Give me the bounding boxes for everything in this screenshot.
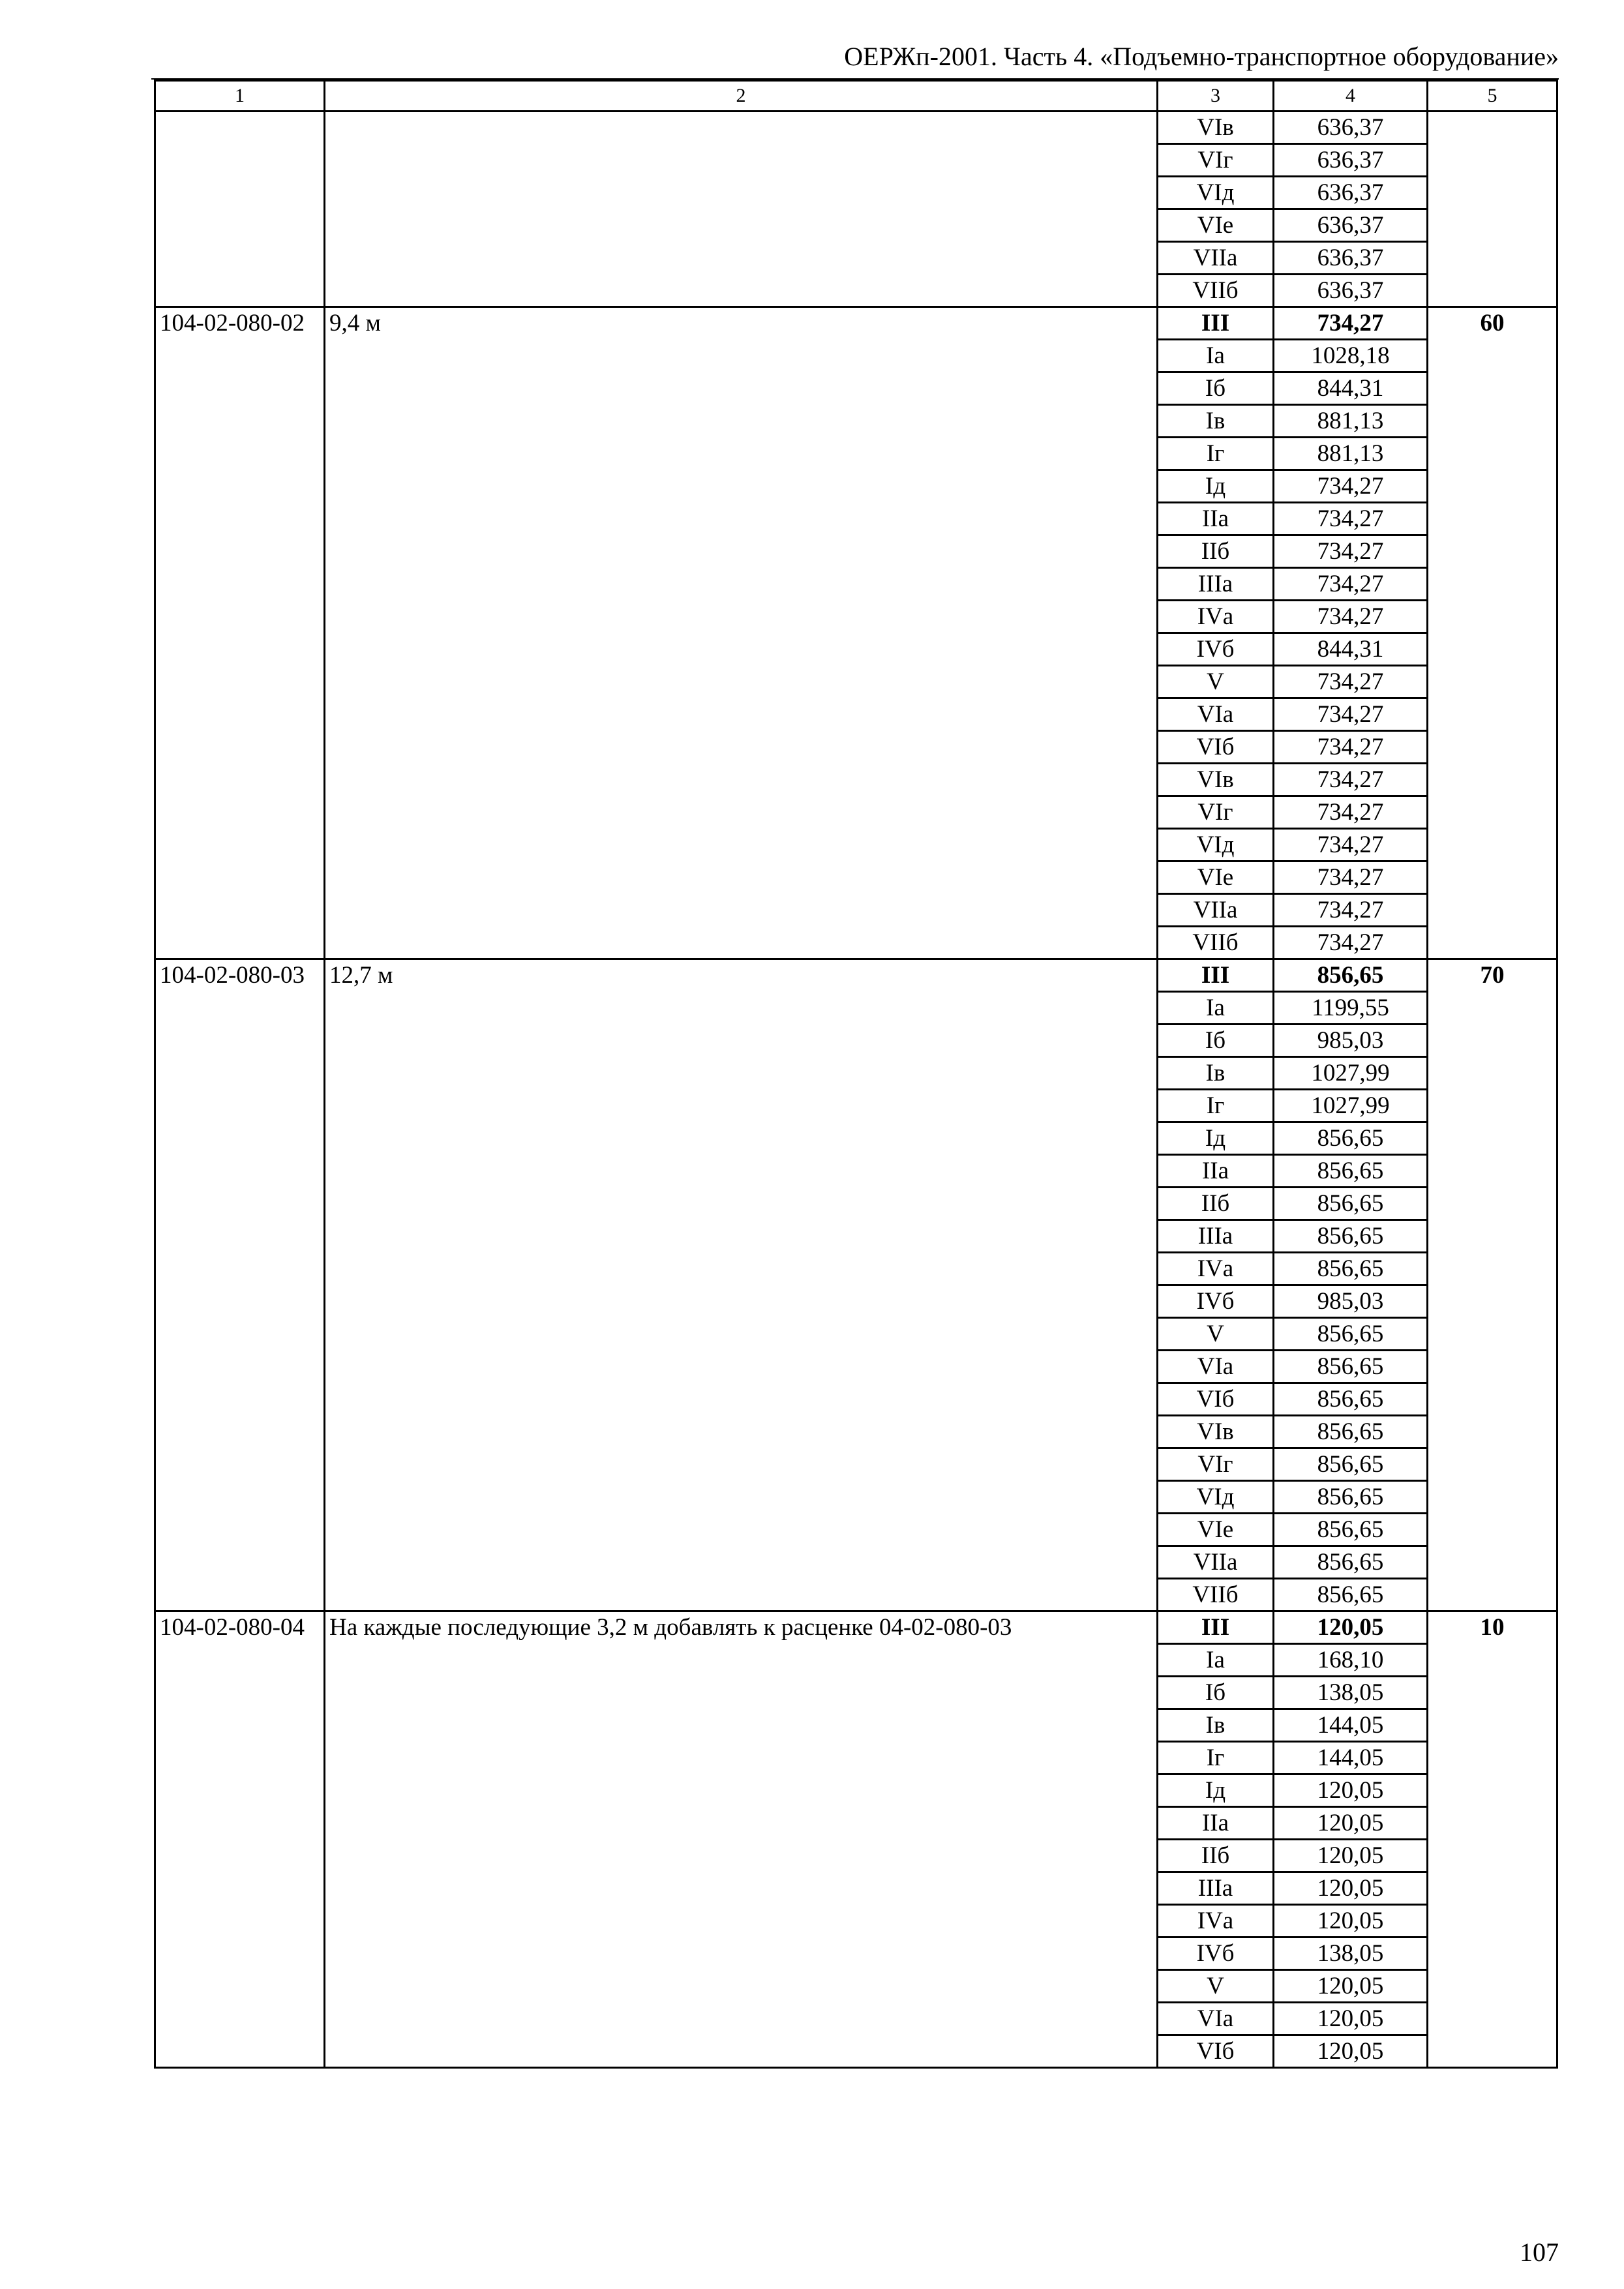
price-cell: 734,27	[1274, 829, 1428, 861]
zone-cell: V	[1158, 1318, 1274, 1351]
price-cell: 734,27	[1274, 666, 1428, 698]
table-row	[155, 112, 1557, 144]
zone-cell: VIIб	[1158, 927, 1274, 959]
column-number: 5	[1428, 81, 1557, 112]
column-number: 2	[325, 81, 1158, 112]
price-cell: 734,27	[1274, 601, 1428, 633]
zone-cell: Iб	[1158, 1677, 1274, 1709]
zone-cell: III	[1158, 1611, 1274, 1644]
price-cell: 120,05	[1274, 1807, 1428, 1840]
price-cell: 120,05	[1274, 2035, 1428, 2068]
price-cell: 734,27	[1274, 698, 1428, 731]
zone-cell: Iб	[1158, 372, 1274, 405]
price-cell: 734,27	[1274, 503, 1428, 535]
zone-cell: VIв	[1158, 1416, 1274, 1448]
zone-cell: VIб	[1158, 1383, 1274, 1416]
price-cell: 856,65	[1274, 1546, 1428, 1579]
price-cell: 734,27	[1274, 927, 1428, 959]
price-cell: 636,37	[1274, 275, 1428, 307]
price-cell: 144,05	[1274, 1709, 1428, 1742]
zone-cell: VIв	[1158, 764, 1274, 796]
zone-cell: V	[1158, 666, 1274, 698]
zone-cell: III	[1158, 959, 1274, 992]
price-cell: 1027,99	[1274, 1090, 1428, 1122]
zone-cell: VIг	[1158, 144, 1274, 177]
zone-cell: IIа	[1158, 503, 1274, 535]
zone-cell: III	[1158, 307, 1274, 340]
zone-cell: VIIа	[1158, 242, 1274, 275]
description-cell	[325, 112, 1158, 307]
price-cell: 734,27	[1274, 894, 1428, 927]
price-cell: 734,27	[1274, 535, 1428, 568]
zone-cell: Iг	[1158, 1090, 1274, 1122]
zone-cell: VIг	[1158, 1448, 1274, 1481]
rate-quantity: 60	[1428, 307, 1557, 959]
zone-cell: VIе	[1158, 861, 1274, 894]
price-cell: 856,65	[1274, 1448, 1428, 1481]
price-cell: 636,37	[1274, 112, 1428, 144]
zone-cell: Iа	[1158, 340, 1274, 372]
zone-cell: VIв	[1158, 112, 1274, 144]
zone-cell: Iв	[1158, 1057, 1274, 1090]
zone-cell: VIа	[1158, 698, 1274, 731]
zone-cell: VIе	[1158, 209, 1274, 242]
price-cell: 734,27	[1274, 307, 1428, 340]
zone-cell: IIб	[1158, 535, 1274, 568]
zone-cell: Iг	[1158, 1742, 1274, 1774]
price-cell: 985,03	[1274, 1285, 1428, 1318]
norms-table-body	[155, 81, 1557, 2068]
price-cell: 734,27	[1274, 796, 1428, 829]
column-number: 3	[1158, 81, 1274, 112]
zone-cell: Iв	[1158, 405, 1274, 438]
zone-cell: IVб	[1158, 633, 1274, 666]
zone-cell: Iд	[1158, 470, 1274, 503]
price-cell: 1028,18	[1274, 340, 1428, 372]
price-cell: 881,13	[1274, 438, 1428, 470]
zone-cell: V	[1158, 1970, 1274, 2003]
price-cell: 636,37	[1274, 177, 1428, 209]
price-cell: 856,65	[1274, 1253, 1428, 1285]
zone-cell: Iг	[1158, 438, 1274, 470]
table-row	[155, 959, 1557, 992]
zone-cell: IIа	[1158, 1155, 1274, 1188]
zone-cell: Iа	[1158, 1644, 1274, 1677]
zone-cell: Iд	[1158, 1774, 1274, 1807]
price-cell: 856,65	[1274, 1220, 1428, 1253]
price-cell: 120,05	[1274, 2003, 1428, 2035]
zone-cell: VIIа	[1158, 894, 1274, 927]
price-cell: 856,65	[1274, 1122, 1428, 1155]
zone-cell: IVа	[1158, 601, 1274, 633]
zone-cell: VIг	[1158, 796, 1274, 829]
price-cell: 636,37	[1274, 242, 1428, 275]
zone-cell: Iб	[1158, 1025, 1274, 1057]
price-cell: 844,31	[1274, 372, 1428, 405]
price-cell: 734,27	[1274, 568, 1428, 601]
price-cell: 636,37	[1274, 209, 1428, 242]
price-cell: 856,65	[1274, 1155, 1428, 1188]
zone-cell: VIд	[1158, 1481, 1274, 1514]
price-cell: 120,05	[1274, 1611, 1428, 1644]
price-cell: 120,05	[1274, 1872, 1428, 1905]
zone-cell: VIб	[1158, 731, 1274, 764]
zone-cell: IIб	[1158, 1188, 1274, 1220]
price-cell: 856,65	[1274, 1188, 1428, 1220]
zone-cell: IIа	[1158, 1807, 1274, 1840]
price-cell: 120,05	[1274, 1774, 1428, 1807]
zone-cell: IVб	[1158, 1937, 1274, 1970]
price-cell: 734,27	[1274, 470, 1428, 503]
zone-cell: IVа	[1158, 1905, 1274, 1937]
zone-cell: IVа	[1158, 1253, 1274, 1285]
price-cell: 168,10	[1274, 1644, 1428, 1677]
zone-cell: IIIа	[1158, 568, 1274, 601]
price-cell: 856,65	[1274, 1383, 1428, 1416]
price-cell: 985,03	[1274, 1025, 1428, 1057]
code-cell	[155, 112, 325, 307]
column-number: 1	[155, 81, 325, 112]
zone-cell: VIб	[1158, 2035, 1274, 2068]
column-number: 4	[1274, 81, 1428, 112]
rate-code: 104-02-080-02	[155, 307, 325, 959]
price-cell: 120,05	[1274, 1905, 1428, 1937]
zone-cell: VIа	[1158, 2003, 1274, 2035]
quantity-cell	[1428, 112, 1557, 307]
price-cell: 636,37	[1274, 144, 1428, 177]
rate-description: На каждые последующие 3,2 м добавлять к расценке 04-02-080-03	[325, 1611, 1158, 2068]
rate-description: 12,7 м	[325, 959, 1158, 1611]
page-header: ОЕРЖп-2001. Часть 4. «Подъемно-транспортное оборудование»	[151, 38, 1559, 80]
zone-cell: IVб	[1158, 1285, 1274, 1318]
price-cell: 856,65	[1274, 959, 1428, 992]
price-cell: 844,31	[1274, 633, 1428, 666]
price-cell: 856,65	[1274, 1318, 1428, 1351]
zone-cell: Iд	[1158, 1122, 1274, 1155]
price-cell: 144,05	[1274, 1742, 1428, 1774]
price-cell: 1199,55	[1274, 992, 1428, 1025]
price-cell: 120,05	[1274, 1840, 1428, 1872]
price-cell: 856,65	[1274, 1579, 1428, 1611]
zone-cell: VIе	[1158, 1514, 1274, 1546]
price-cell: 138,05	[1274, 1677, 1428, 1709]
price-cell: 856,65	[1274, 1481, 1428, 1514]
rate-description: 9,4 м	[325, 307, 1158, 959]
table-row	[155, 307, 1557, 340]
rate-quantity: 70	[1428, 959, 1557, 1611]
price-cell: 1027,99	[1274, 1057, 1428, 1090]
norms-table	[154, 80, 1558, 2069]
rate-quantity: 10	[1428, 1611, 1557, 2068]
zone-cell: VIд	[1158, 177, 1274, 209]
price-cell: 881,13	[1274, 405, 1428, 438]
zone-cell: VIд	[1158, 829, 1274, 861]
zone-cell: VIIб	[1158, 275, 1274, 307]
zone-cell: Iа	[1158, 992, 1274, 1025]
zone-cell: Iв	[1158, 1709, 1274, 1742]
zone-cell: IIIа	[1158, 1220, 1274, 1253]
price-cell: 734,27	[1274, 764, 1428, 796]
price-cell: 734,27	[1274, 731, 1428, 764]
zone-cell: IIб	[1158, 1840, 1274, 1872]
price-cell: 138,05	[1274, 1937, 1428, 1970]
price-cell: 856,65	[1274, 1514, 1428, 1546]
zone-cell: VIIб	[1158, 1579, 1274, 1611]
price-cell: 856,65	[1274, 1351, 1428, 1383]
price-cell: 734,27	[1274, 861, 1428, 894]
rate-code: 104-02-080-04	[155, 1611, 325, 2068]
zone-cell: VIIа	[1158, 1546, 1274, 1579]
rate-code: 104-02-080-03	[155, 959, 325, 1611]
table-row	[155, 1611, 1557, 1644]
column-number-row	[155, 81, 1557, 112]
price-cell: 856,65	[1274, 1416, 1428, 1448]
zone-cell: VIа	[1158, 1351, 1274, 1383]
zone-cell: IIIа	[1158, 1872, 1274, 1905]
price-cell: 120,05	[1274, 1970, 1428, 2003]
page-number: 107	[1520, 2237, 1559, 2267]
